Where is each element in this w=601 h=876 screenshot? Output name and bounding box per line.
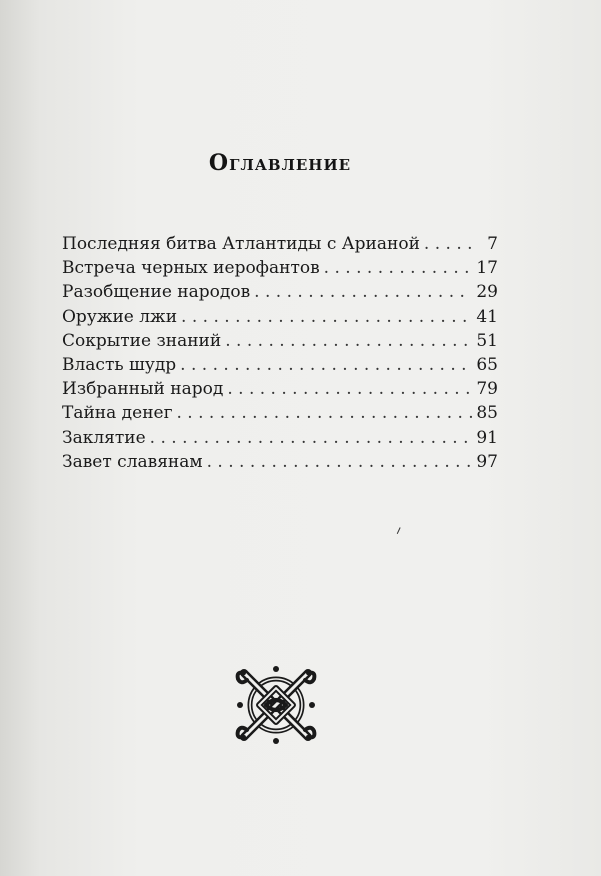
toc-entry-page: 85 — [476, 403, 498, 424]
toc-entry-title: Оружие лжи — [62, 306, 178, 327]
toc-entry — [62, 256, 498, 280]
toc-entry-title: Власть шудр — [62, 354, 177, 375]
toc-entry — [62, 353, 498, 377]
dot-leader — [150, 426, 472, 450]
toc-entry-page: 29 — [476, 282, 498, 303]
toc-entry-page: 91 — [476, 427, 498, 448]
toc-entry-title: Избранный народ — [62, 379, 224, 400]
toc-entry-page: 17 — [476, 258, 498, 279]
toc-entry-title: Последняя битва Атлантиды с Арианой — [62, 234, 420, 254]
toc-entry-page: 51 — [476, 330, 498, 351]
toc-entry — [62, 401, 498, 425]
toc-entry-page: 65 — [476, 354, 498, 375]
dot-leader — [324, 256, 472, 280]
toc-entry — [62, 305, 498, 329]
dot-leader — [227, 377, 472, 401]
toc-entry — [62, 450, 498, 474]
toc-entry-page: 41 — [476, 306, 498, 327]
stray-pen-mark — [397, 527, 404, 535]
celtic-knot-ornament-icon — [226, 655, 326, 755]
dot-leader — [207, 450, 472, 474]
toc-entry-page: 7 — [487, 234, 498, 254]
toc-entry — [62, 426, 498, 450]
toc-entry-title: Разобщение народов — [62, 282, 251, 303]
toc-entry-title: Сокрытие знаний — [62, 330, 222, 351]
toc-entry-title: Завет славянам — [62, 451, 203, 472]
dot-leader — [181, 305, 472, 329]
page-title: Оглавление — [208, 150, 352, 176]
toc-entry — [62, 377, 498, 401]
dot-leader — [254, 280, 472, 304]
dot-leader — [177, 401, 473, 425]
toc-entry — [62, 329, 498, 353]
dot-leader — [180, 353, 472, 377]
toc-entry — [62, 280, 498, 304]
dot-leader — [424, 232, 472, 256]
toc-entry-page: 79 — [476, 379, 498, 400]
toc-entry-page: 97 — [476, 451, 498, 472]
toc-entry-title: Встреча черных иерофантов — [62, 258, 320, 279]
table-of-contents — [62, 232, 498, 474]
toc-entry-title: Тайна денег — [62, 403, 173, 424]
toc-entry — [62, 232, 498, 256]
toc-entry-title: Заклятие — [62, 427, 146, 448]
dot-leader — [225, 329, 472, 353]
